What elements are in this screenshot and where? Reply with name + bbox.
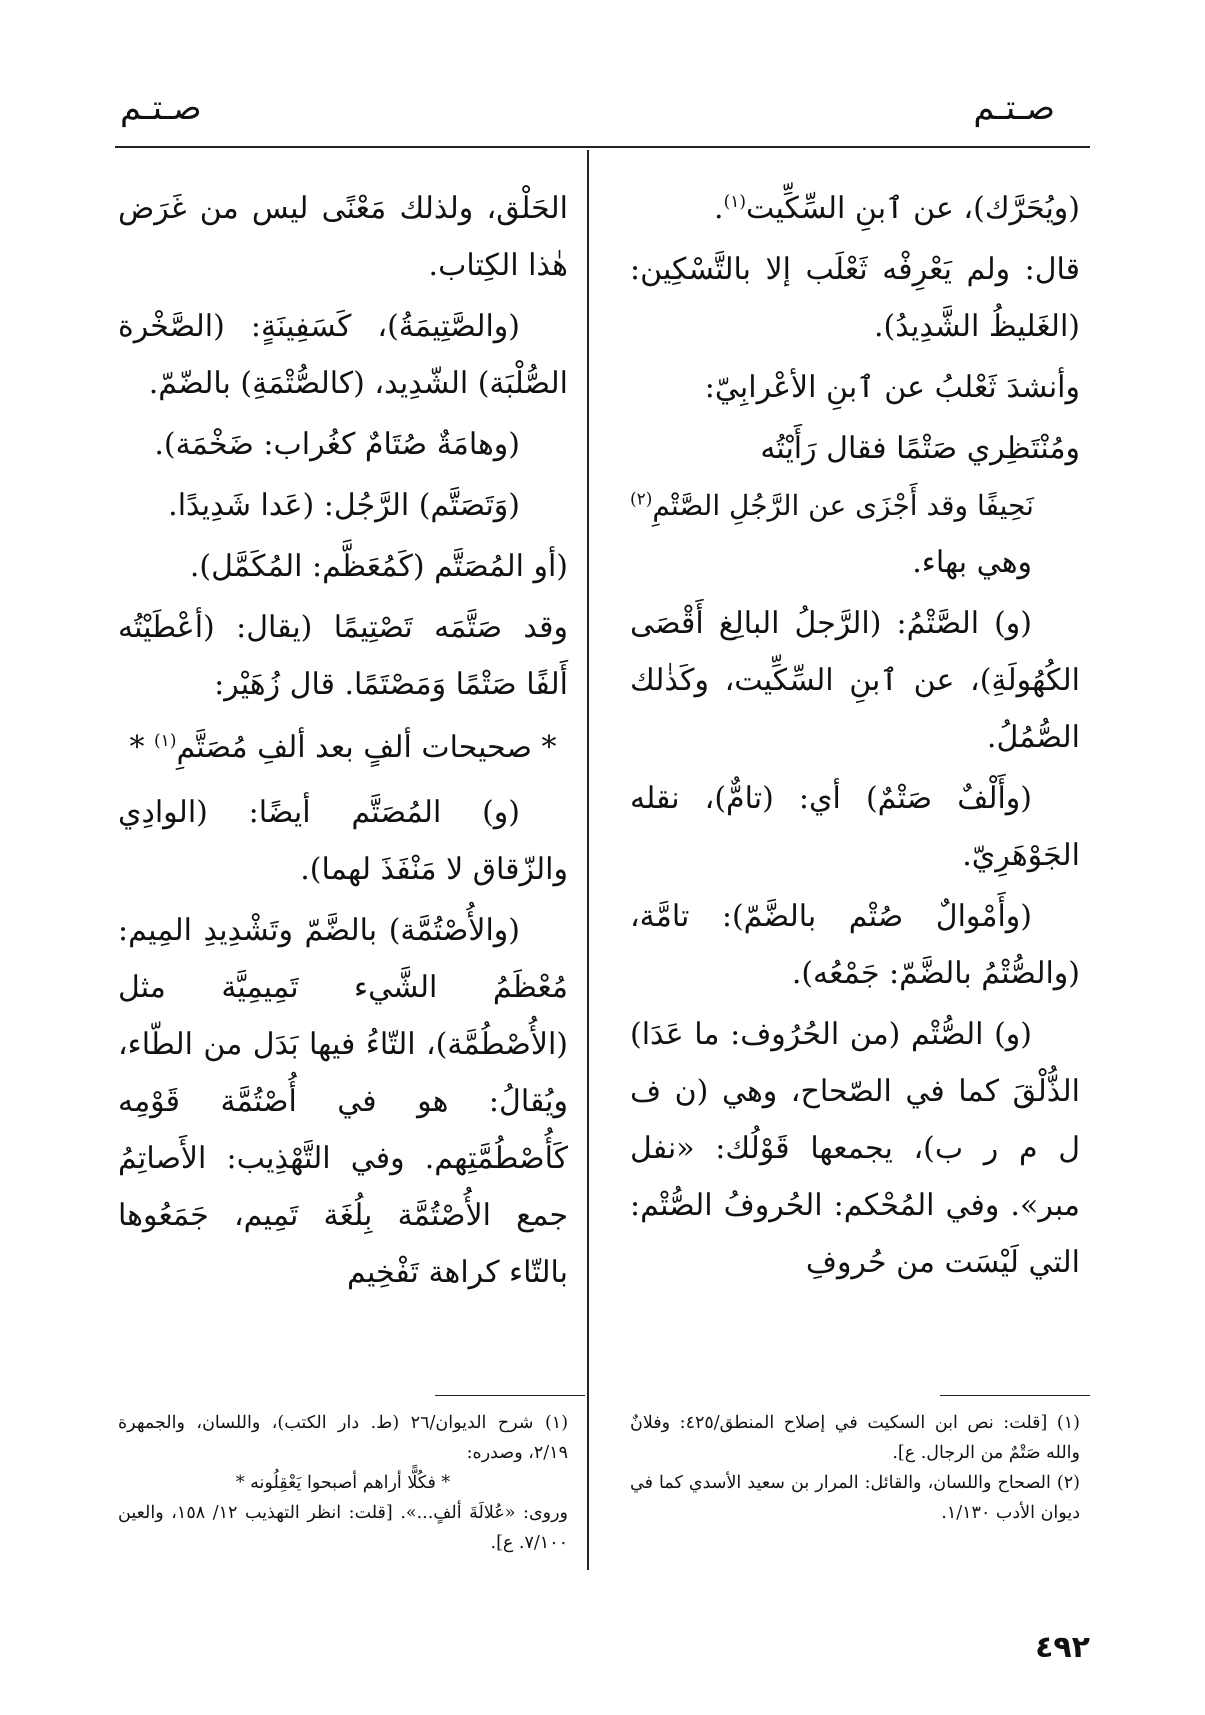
left-column [118,180,568,1305]
footnote-rule-left [435,1395,585,1396]
verse-hemistich-2: نَحِيفًا وقد أَجْزَى عن الرَّجُلِ الصَّتْمِ$^{(٢)}$ [630,489,1034,522]
entry-paragraph: (وأَلْفٌ صَتْمٌ) أي: (تامٌّ)، نقله الجَوْهَرِيّ. [630,781,1080,873]
entry-paragraph: الحَلْق، ولذلك مَعْنًى ليس من غَرَض هٰذا الكِتاب. [118,191,568,283]
entry-line: (ويُحَرَّك)، عن ٱبنِ السِّكِّيت$^{(١)}$. [714,191,1080,226]
header-rule [115,146,1090,148]
footnotes-left [118,1408,568,1558]
entry-paragraph: (و) الصَّتْمُ: (الرَّجلُ البالِغ أَقْصَى الكُهُولَةِ)، عن ٱبنِ السِّكِّيت، وكَذٰلك الصُّمُلُ. [630,606,1080,755]
entry-paragraph: (وَتَصَتَّم) الرَّجُل: (عَدا شَدِيدًا. [168,488,520,523]
entry-paragraph: (والأُصْتُمَّة) بالضَّمّ وتَشْدِيدِ المِيم: مُعْظَمُ الشَّيء تَمِيمِيَّة مثل (الأُصْطُمَّة)، التّاءُ فيها بَدَل من الطّاء، ويُقالُ: هو في أُصْتُمَّة قَوْمِه كَأُصْطُمَّتِهم. وفي التَّهْذِيب: الأَصاتِمُ جمع الأُصْتُمَّة بِلُغَة تَمِيم، جَمَعُوها بالتّاء كراهة تَفْخِيم [118,913,568,1290]
entry-paragraph: (والصَّتِيمَةُ)، كَسَفِينَةٍ: (الصَّخْرة الصُّلْبَة) الشّدِيد، (كالصُّتْمَةِ) بالضّمّ. [118,309,568,401]
right-column [630,180,1080,1295]
entry-paragraph: (و) الصُّتْم (من الحُرُوف: ما عَدَا) الذُّلْقَ كما في الصّحاح، وهي (ن ف ل م ر ب)، يجمعها قَوْلُك: «نفل مبر». وفي المُحْكم: الحُروفُ الصُّتْم: التي لَيْسَت من حُروفِ [630,1017,1080,1280]
verse-hemistich-1: ومُنْتَظِري صَتْمًا فقال رَأَيْتُه [760,431,1080,466]
entry-paragraph: (و) المُصَتَّم أيضًا: (الوادِي والزّقاق لا مَنْفَذَ لهما). [118,795,568,887]
running-header-right: صـتـم [973,88,1055,128]
entry-paragraph: (أو المُصَتَّم (كَمُعَظَّم: المُكَمَّل). [189,549,568,584]
footnote-rule-right [940,1395,1090,1396]
entry-line: قال: ولم يَعْرِفْه ثَعْلَب إلا بالتَّسْكِين: (الغَليظُ الشَّدِيدُ). [630,252,1080,344]
entry-paragraph: (وهامَةٌ صُتَامٌ كغُراب: ضَخْمَة). [154,427,520,462]
footnote: (١) [قلت: نص ابن السكيت في إصلاح المنطق/٤٢٥: وفلانٌ والله صَتْمٌ من الرجال. ع]. [630,1413,1080,1463]
footnote-verse: * فكُلًّا أراهم أصبحوا يَعْقِلُونه * [235,1473,451,1493]
page-number: ٤٩٢ [1035,1630,1090,1665]
footnote-ref: (١) [723,192,746,212]
column-divider [587,150,589,1570]
verse-line: * صحيحات ألفٍ بعد ألفِ مُصَتَّمِ$^{(١)}$ * [129,730,557,765]
footnote: (٢) الصحاح واللسان، والقائل: المرار بن سعيد الأسدي كما في ديوان الأدب ١/١٣٠. [630,1473,1080,1523]
footnote: (١) شرح الديوان/٢٦ (ط. دار الكتب)، واللسان، والجمهرة ٢/١٩، وصدره: [118,1413,569,1463]
footnote-ref: (٢) [630,489,653,510]
footnote: وروى: «عُلالَةَ ألفٍ...». [قلت: انظر التهذيب ١٢/ ١٥٨، والعين ٧/١٠٠. ع]. [118,1503,568,1553]
entry-line: وهي بهاء. [912,545,1032,580]
entry-line: وأنشدَ ثَعْلبُ عن ٱبنِ الأعْرابِيّ: [704,370,1080,405]
running-header-left: صـتـم [120,88,202,128]
entry-paragraph: (وأَمْوالٌ صُتْم بالضَّمّ): تامَّة، (والصُّتْمُ بالضَّمّ: جَمْعُه). [630,899,1080,991]
footnote-ref: (١) [154,731,177,751]
entry-paragraph: وقد صَتَّمَه تَصْتِيمًا (يقال: (أعْطَيْتُه أَلفًا صَتْمًا وَمَصْتَمًا. قال زُهَيْر: [118,610,568,702]
footnotes-right [630,1408,1080,1528]
